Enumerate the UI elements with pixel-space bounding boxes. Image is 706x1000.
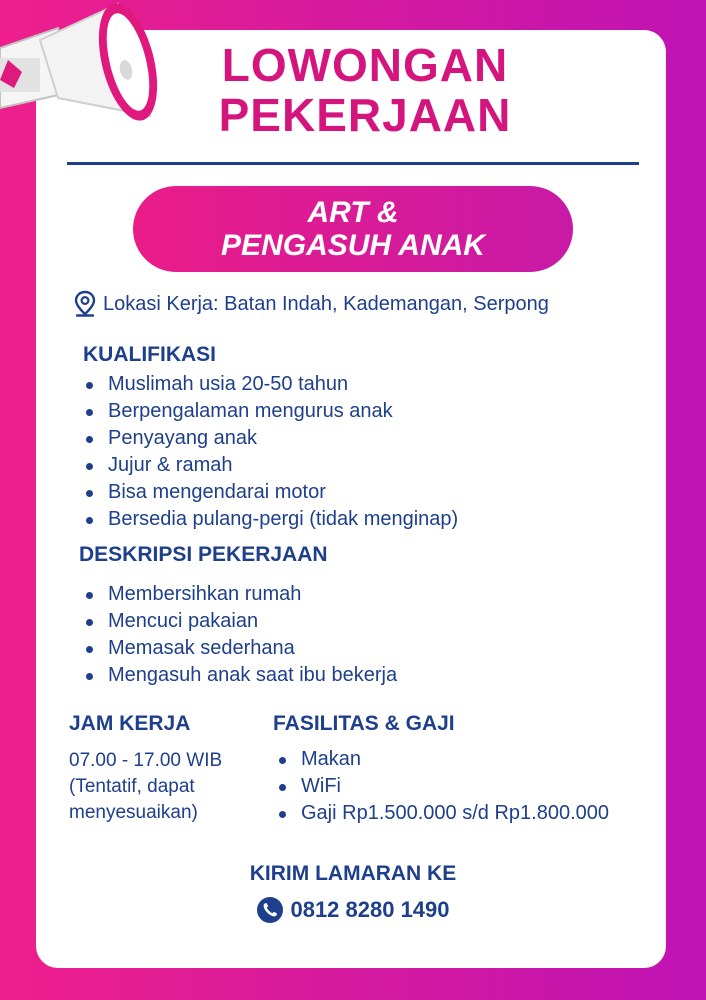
list-item: Muslimah usia 20-50 tahun: [82, 371, 458, 398]
list-item: Berpengalaman mengurus anak: [82, 398, 458, 425]
job-description-heading: DESKRIPSI PEKERJAAN: [79, 543, 328, 566]
megaphone-icon: [0, 0, 175, 140]
position-banner: [133, 186, 573, 272]
list-item: Bisa mengendarai motor: [82, 479, 458, 506]
title-line-2: PEKERJAAN: [218, 89, 512, 141]
position-line-2: PENGASUH ANAK: [221, 229, 485, 262]
list-item: Gaji Rp1.500.000 s/d Rp1.800.000: [275, 800, 609, 827]
working-hours-line: menyesuaikan): [69, 802, 198, 823]
working-hours-text: [69, 748, 222, 826]
facilities-list: [275, 746, 609, 827]
list-item: Jujur & ramah: [82, 452, 458, 479]
list-item: WiFi: [275, 773, 609, 800]
apply-label: KIRIM LAMARAN KE: [249, 862, 457, 885]
list-item: Bersedia pulang-pergi (tidak menginap): [82, 506, 458, 533]
working-hours-line: 07.00 - 17.00 WIB: [69, 750, 223, 771]
location-pin-icon: [73, 290, 97, 318]
job-description-list: [82, 581, 397, 689]
page-title: [180, 40, 550, 140]
title-line-1: LOWONGAN: [221, 39, 509, 91]
location-text: Lokasi Kerja: Batan Indah, Kademangan, Serpong: [103, 292, 549, 315]
list-item: Membersihkan rumah: [82, 581, 397, 608]
list-item: Memasak sederhana: [82, 635, 397, 662]
facilities-heading: FASILITAS & GAJI: [273, 712, 455, 735]
qualifications-heading: KUALIFIKASI: [83, 343, 216, 366]
working-hours-line: (Tentatif, dapat: [69, 776, 195, 797]
phone-icon: [256, 896, 284, 924]
phone-number: 0812 8280 1490: [290, 897, 450, 922]
list-item: Mencuci pakaian: [82, 608, 397, 635]
qualifications-list: [82, 371, 458, 533]
list-item: Penyayang anak: [82, 425, 458, 452]
title-divider: [67, 162, 639, 165]
working-hours-heading: JAM KERJA: [69, 712, 191, 735]
location-row: [73, 288, 549, 320]
list-item: Mengasuh anak saat ibu bekerja: [82, 662, 397, 689]
position-line-1: ART &: [307, 196, 399, 229]
list-item: Makan: [275, 746, 609, 773]
phone-row[interactable]: [0, 896, 706, 924]
